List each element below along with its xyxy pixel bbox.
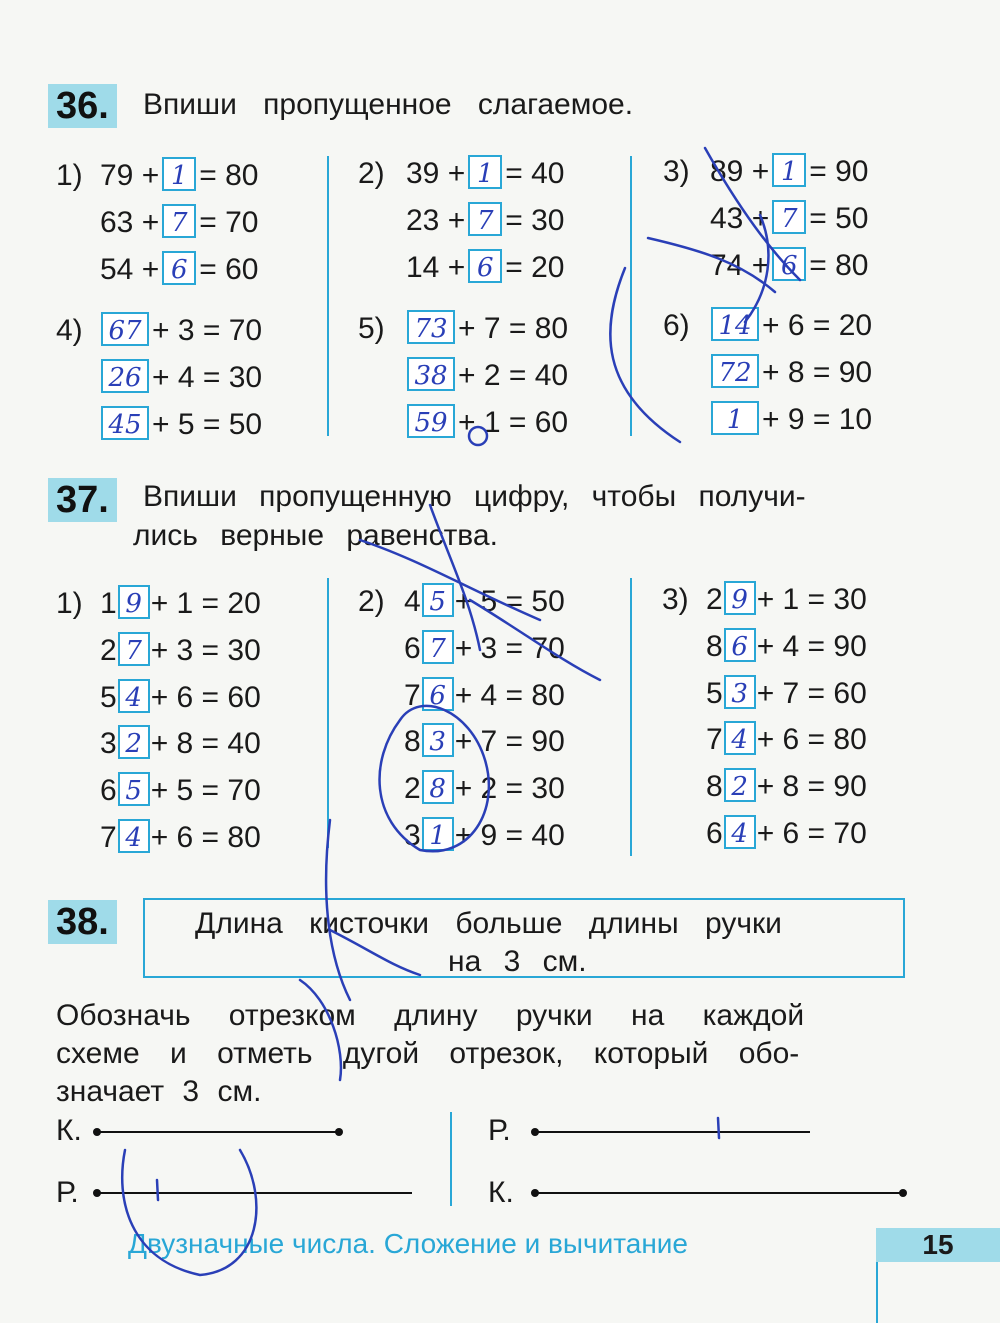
condition-line2: на 3 см. — [448, 945, 587, 978]
term: 79 + — [100, 159, 160, 192]
condition-line1: Длина кисточки больше длины ручки — [195, 907, 782, 940]
ink-stroke — [157, 1180, 158, 1200]
term: 63 + — [100, 206, 160, 239]
term: 2 — [706, 583, 723, 616]
term: 23 + — [406, 204, 466, 237]
answer-box[interactable]: 6 — [162, 251, 196, 285]
term: + 9 = 10 — [762, 403, 873, 436]
term: 89 + — [710, 155, 770, 188]
term: 6 — [100, 774, 117, 807]
answer-box[interactable]: 45 — [101, 406, 149, 440]
answer-box[interactable]: 67 — [101, 312, 149, 346]
term: = 80 — [809, 249, 869, 282]
digit-box[interactable]: 9 — [118, 585, 150, 619]
task-37-heading-line2: лись верные равенства. — [133, 519, 498, 552]
ink-stroke — [430, 505, 480, 650]
task-37-number: 37. — [48, 478, 117, 522]
term: = 60 — [199, 253, 259, 286]
digit-box[interactable]: 6 — [422, 677, 454, 711]
term: + 6 = 80 — [756, 723, 867, 756]
answer-box[interactable]: 7 — [772, 200, 806, 234]
ink-stroke — [718, 1118, 719, 1138]
term: 2 — [100, 634, 117, 667]
term: = 80 — [199, 159, 259, 192]
page-number: 15 — [876, 1228, 1000, 1262]
term: 8 — [706, 770, 723, 803]
ink-stroke — [648, 238, 775, 292]
term: = 70 — [199, 206, 259, 239]
term: = 20 — [505, 251, 565, 284]
ink-stroke — [122, 1150, 256, 1275]
term: + 5 = 50 — [454, 585, 565, 618]
term: + 4 = 30 — [152, 361, 263, 394]
answer-box[interactable]: 7 — [162, 204, 196, 238]
term: + 6 = 70 — [756, 817, 867, 850]
term: = 40 — [505, 157, 565, 190]
digit-box[interactable]: 7 — [422, 630, 454, 664]
term: 3 — [404, 819, 421, 852]
answer-box[interactable]: 26 — [101, 359, 149, 393]
digit-box[interactable]: 4 — [724, 815, 756, 849]
ink-stroke — [330, 930, 420, 975]
answer-box[interactable]: 59 — [407, 404, 455, 438]
term: 2 — [404, 772, 421, 805]
term: 1 — [100, 587, 117, 620]
answer-box[interactable]: 1 — [162, 157, 196, 191]
term: + 7 = 90 — [454, 725, 565, 758]
digit-box[interactable]: 1 — [422, 817, 454, 851]
ink-stroke — [360, 540, 540, 620]
instruction-line1: Обозначь отрезком длину ручки на каждой — [56, 999, 805, 1032]
term: + 6 = 20 — [762, 309, 873, 342]
term: + 8 = 40 — [150, 727, 261, 760]
term: + 7 = 80 — [458, 312, 569, 345]
term: 54 + — [100, 253, 160, 286]
term: 14 + — [406, 251, 466, 284]
digit-box[interactable]: 4 — [118, 819, 150, 853]
term: + 7 = 60 — [756, 677, 867, 710]
digit-box[interactable]: 2 — [724, 768, 756, 802]
scheme-label-k: К. — [56, 1114, 82, 1147]
scheme-label-k: К. — [488, 1176, 514, 1209]
term: + 3 = 70 — [454, 632, 565, 665]
term: + 1 = 20 — [150, 587, 261, 620]
term: 6 — [404, 632, 421, 665]
term: + 6 = 60 — [150, 681, 261, 714]
term: + 5 = 70 — [150, 774, 261, 807]
term: = 30 — [505, 204, 565, 237]
term: 39 + — [406, 157, 466, 190]
term: + 3 = 30 — [150, 634, 261, 667]
term: + 4 = 80 — [454, 679, 565, 712]
term: + 2 = 40 — [458, 359, 569, 392]
ink-stroke — [610, 268, 680, 442]
label: 5) — [358, 312, 385, 345]
answer-box[interactable]: 72 — [711, 354, 759, 388]
term: 74 + — [710, 249, 770, 282]
label: 2) — [358, 585, 385, 618]
term: + 1 = 30 — [756, 583, 867, 616]
term: 5 — [100, 681, 117, 714]
term: + 4 = 90 — [756, 630, 867, 663]
label: 4) — [56, 314, 83, 347]
answer-box[interactable]: 1 — [468, 155, 502, 189]
term: + 5 = 50 — [152, 408, 263, 441]
answer-box[interactable]: 6 — [468, 249, 502, 283]
term: + 3 = 70 — [152, 314, 263, 347]
term: 8 — [706, 630, 723, 663]
ink-stroke — [326, 820, 350, 1000]
term: 5 — [706, 677, 723, 710]
answer-box[interactable]: 6 — [772, 247, 806, 281]
term: 4 — [404, 585, 421, 618]
task-36-number: 36. — [48, 84, 117, 128]
digit-box[interactable]: 4 — [118, 679, 150, 713]
label: 1) — [56, 159, 83, 192]
digit-box[interactable]: 3 — [724, 675, 756, 709]
task-37-heading-line1: Впиши пропущенную цифру, чтобы получи- — [143, 480, 806, 513]
answer-box[interactable]: 73 — [407, 310, 455, 344]
label: 1) — [56, 587, 83, 620]
scheme-label-p: Р. — [56, 1176, 79, 1209]
term: 3 — [100, 727, 117, 760]
answer-box[interactable]: 1 — [711, 401, 759, 435]
answer-box[interactable]: 38 — [407, 357, 455, 391]
digit-box[interactable]: 9 — [724, 581, 756, 615]
term: 6 — [706, 817, 723, 850]
task-38-number: 38. — [48, 900, 117, 944]
ink-stroke — [705, 148, 800, 280]
footer-title: Двузначные числа. Сложение и вычитание — [128, 1228, 688, 1259]
ink-stroke — [469, 427, 487, 445]
term: 7 — [100, 821, 117, 854]
digit-box[interactable]: 2 — [118, 725, 150, 759]
answer-box[interactable]: 14 — [711, 307, 759, 341]
term: + 8 = 90 — [762, 356, 873, 389]
term: + 9 = 40 — [454, 819, 565, 852]
digit-box[interactable]: 5 — [422, 583, 454, 617]
digit-box[interactable]: 4 — [724, 721, 756, 755]
term: + 2 = 30 — [454, 772, 565, 805]
instruction-line2: схеме и отметь дугой отрезок, который обо- — [56, 1037, 800, 1070]
digit-box[interactable]: 5 — [118, 772, 150, 806]
answer-box[interactable]: 1 — [772, 153, 806, 187]
label: 3) — [663, 155, 690, 188]
answer-box[interactable]: 7 — [468, 202, 502, 236]
digit-box[interactable]: 7 — [118, 632, 150, 666]
term: 8 — [404, 725, 421, 758]
term: 43 + — [710, 202, 770, 235]
digit-box[interactable]: 8 — [422, 770, 454, 804]
label: 2) — [358, 157, 385, 190]
term: + 8 = 90 — [756, 770, 867, 803]
term: + 1 = 60 — [458, 406, 569, 439]
term: = 90 — [809, 155, 869, 188]
task-36-heading: Впиши пропущенное слагаемое. — [143, 88, 634, 121]
ink-stroke — [380, 706, 489, 851]
digit-box[interactable]: 6 — [724, 628, 756, 662]
ink-stroke — [470, 600, 600, 680]
label: 6) — [663, 309, 690, 342]
label: 3) — [662, 583, 689, 616]
instruction-line3: значает 3 см. — [56, 1075, 262, 1108]
ink-stroke — [300, 980, 341, 1080]
scheme-label-p: Р. — [488, 1114, 511, 1147]
term: + 6 = 80 — [150, 821, 261, 854]
term: = 50 — [809, 202, 869, 235]
term: 7 — [404, 679, 421, 712]
digit-box[interactable]: 3 — [422, 723, 454, 757]
term: 7 — [706, 723, 723, 756]
